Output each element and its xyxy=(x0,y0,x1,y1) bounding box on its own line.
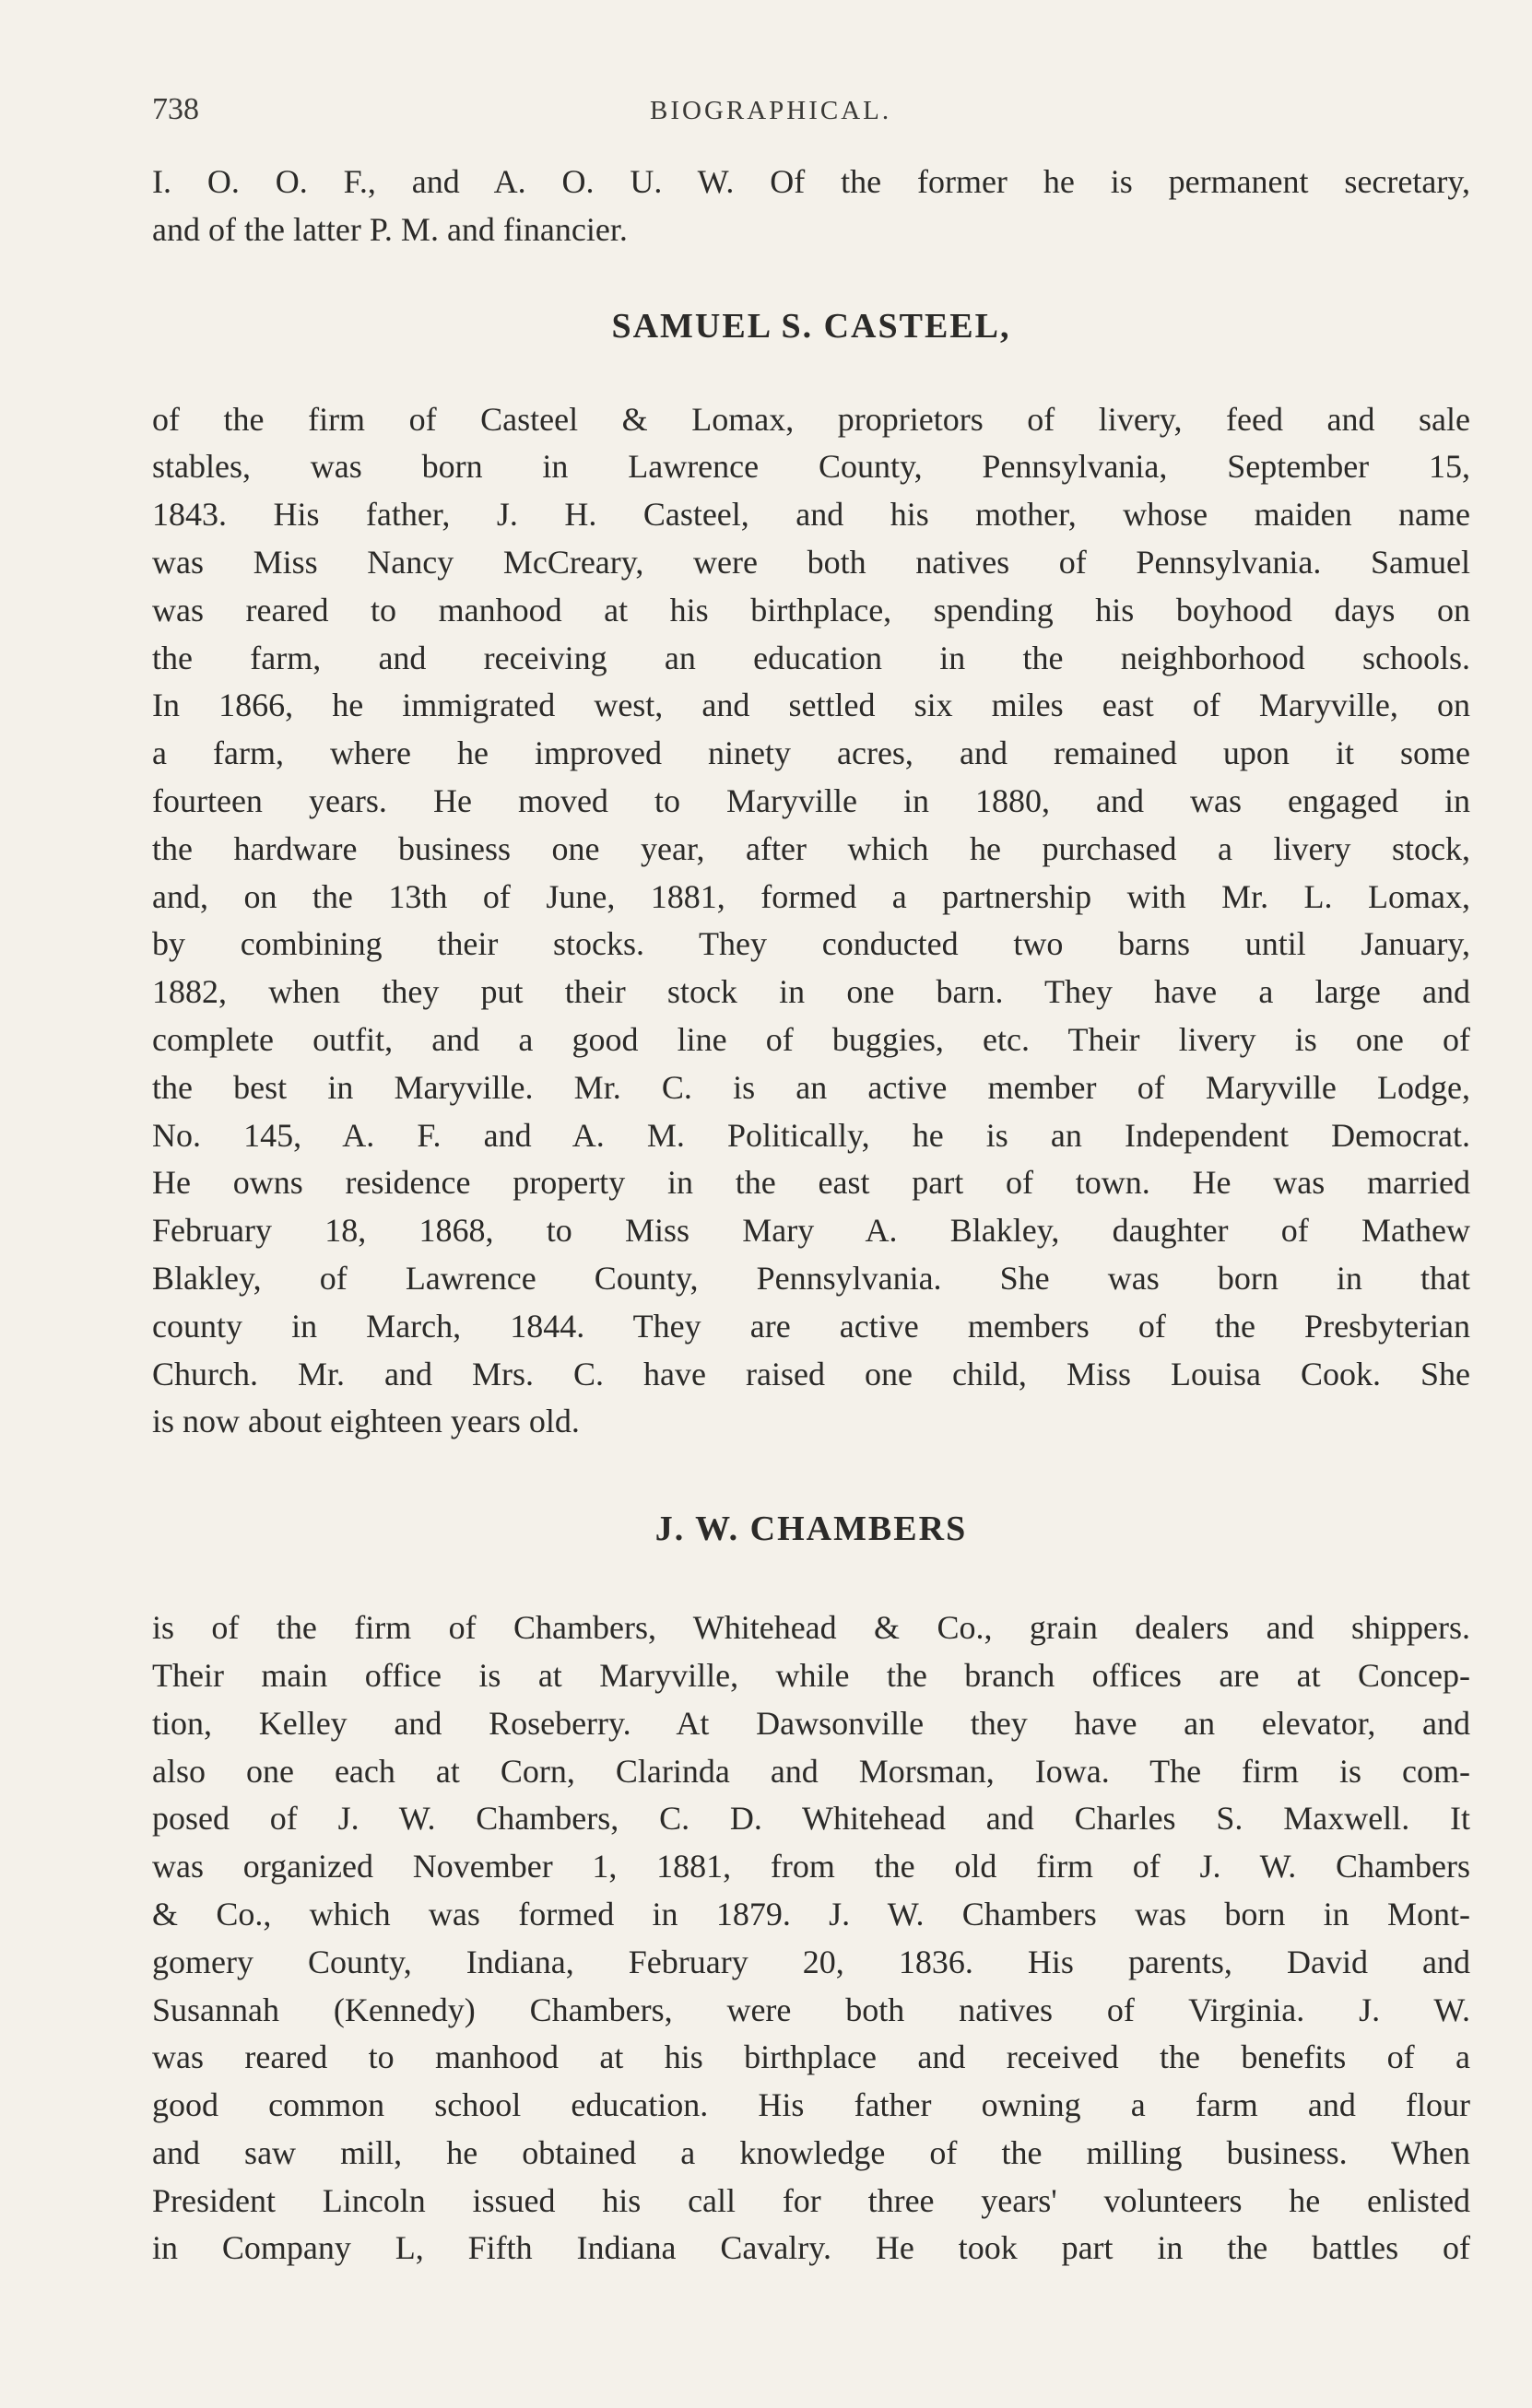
section-heading-chambers: J. W. CHAMBERS xyxy=(654,1509,968,1549)
text-line: by combining their stocks. They conducted two barns until January, xyxy=(152,925,1470,963)
text-line: stables, was born in Lawrence County, Pennsylvania, September 15, xyxy=(152,448,1470,486)
text-line: tion, Kelley and Roseberry. At Dawsonville they have an elevator, and xyxy=(152,1704,1470,1742)
text-line: good common school education. His father owning a farm and flour xyxy=(152,2086,1470,2124)
text-line: county in March, 1844. They are active members of the Presbyterian xyxy=(152,1307,1470,1345)
text-line: the farm, and receiving an education in the neighborhood schools. xyxy=(152,639,1470,676)
text-line: February 18, 1868, to Miss Mary A. Blakley, daughter of Mathew xyxy=(152,1212,1470,1250)
text-line: also one each at Corn, Clarinda and Morsman, Iowa. The firm is com- xyxy=(152,1752,1470,1790)
text-line: is of the firm of Chambers, Whitehead & Co., grain dealers and shippers. xyxy=(152,1609,1470,1647)
text-line: 1882, when they put their stock in one barn. They have a large and xyxy=(152,973,1470,1011)
book-page xyxy=(152,92,1470,2273)
text-line: fourteen years. He moved to Maryville in 1880, and was engaged in xyxy=(152,781,1470,819)
text-line: Their main office is at Maryville, while the branch offices are at Concep- xyxy=(152,1656,1470,1694)
text-line: complete outfit, and a good line of buggies, etc. Their livery is one of xyxy=(152,1020,1470,1058)
text-line: He owns residence property in the east part of town. He was married xyxy=(152,1164,1470,1202)
text-line: in Company L, Fifth Indiana Cavalry. He took part in the battles of xyxy=(152,2229,1470,2267)
text-line: was Miss Nancy McCreary, were both natives of Pennsylvania. Samuel xyxy=(152,543,1470,581)
text-line: was reared to manhood at his birthplace and received the benefits of a xyxy=(152,2038,1470,2076)
text-line: Blakley, of Lawrence County, Pennsylvania. She was born in that xyxy=(152,1259,1470,1297)
text-line: No. 145, A. F. and A. M. Politically, he is an Independent Democrat. xyxy=(152,1116,1470,1154)
text-line: In 1866, he immigrated west, and settled six miles east of Maryville, on xyxy=(152,687,1470,724)
text-line: was reared to manhood at his birthplace, spending his boyhood days on xyxy=(152,591,1470,628)
text-line: and saw mill, he obtained a knowledge of the milling business. When xyxy=(152,2133,1470,2171)
text-line: & Co., which was formed in 1879. J. W. Chambers was born in Mont- xyxy=(152,1895,1470,1932)
casteel-paragraph xyxy=(152,396,1470,1447)
text-line: and, on the 13th of June, 1881, formed a partnership with Mr. L. Lomax, xyxy=(152,877,1470,915)
text-line: Susannah (Kennedy) Chambers, were both natives of Virginia. J. W. xyxy=(152,1991,1470,2028)
text-line: and of the latter P. M. and financier. xyxy=(152,210,628,248)
text-line: gomery County, Indiana, February 20, 1836. His parents, David and xyxy=(152,1943,1470,1980)
text-line: posed of J. W. Chambers, C. D. Whitehead and Charles S. Maxwell. It xyxy=(152,1800,1470,1838)
text-line: a farm, where he improved ninety acres, and remained upon it some xyxy=(152,734,1470,772)
chambers-paragraph xyxy=(152,1604,1470,2273)
page-header xyxy=(152,92,1470,147)
text-line: was organized November 1, 1881, from the old firm of J. W. Chambers xyxy=(152,1848,1470,1885)
text-line: is now about eighteen years old. xyxy=(152,1403,580,1440)
page-number: 738 xyxy=(152,92,199,126)
text-line: President Lincoln issued his call for three years' volunteers he enlisted xyxy=(152,2181,1470,2219)
running-head: BIOGRAPHICAL. xyxy=(650,96,892,125)
intro-paragraph xyxy=(152,159,1470,254)
text-line: Church. Mr. and Mrs. C. have raised one child, Miss Louisa Cook. She xyxy=(152,1355,1470,1392)
text-line: of the firm of Casteel & Lomax, proprietors of livery, feed and sale xyxy=(152,400,1470,438)
section-heading-casteel: SAMUEL S. CASTEEL, xyxy=(611,306,1011,346)
text-line: 1843. His father, J. H. Casteel, and his mother, whose maiden name xyxy=(152,496,1470,534)
text-line: I. O. O. F., and A. O. U. W. Of the former he is permanent secretary, xyxy=(152,163,1470,200)
text-line: the hardware business one year, after which he purchased a livery stock, xyxy=(152,829,1470,867)
text-line: the best in Maryville. Mr. C. is an active member of Maryville Lodge, xyxy=(152,1068,1470,1106)
